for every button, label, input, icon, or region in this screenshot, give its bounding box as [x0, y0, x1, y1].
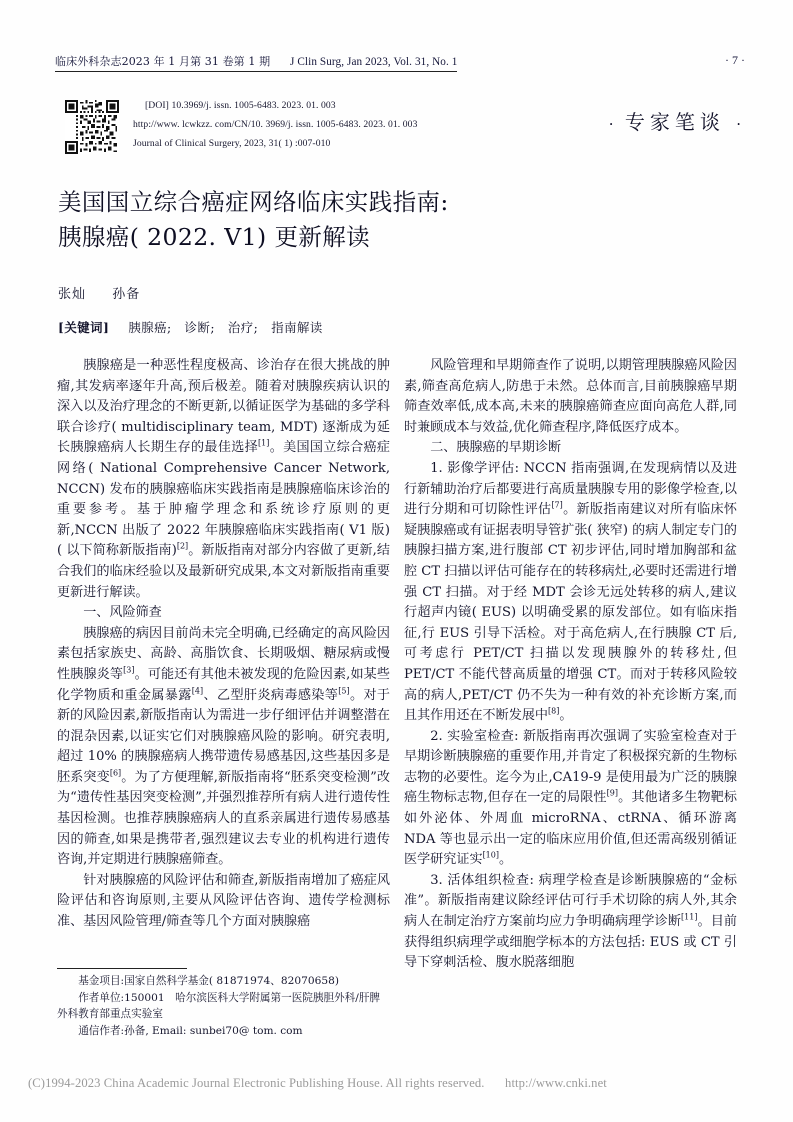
- article-title: [58, 185, 678, 255]
- funding-note: 基金项目:国家自然科学基金( 81871974、82070658): [78, 975, 339, 987]
- body-column-left: [57, 356, 390, 933]
- column-tag-text: 专家笔谈: [624, 110, 725, 134]
- author-2: 孙备: [112, 287, 141, 302]
- keywords-label: [关键词]: [58, 320, 110, 335]
- article-title-line-2: 胰腺癌( 2022. V1) 更新解读: [58, 223, 371, 251]
- section-heading: 二、胰腺癌的早期诊断: [430, 440, 562, 456]
- affiliation-note-line-2: 外科教育部重点实验室: [57, 1008, 163, 1020]
- doi-block: [133, 96, 533, 153]
- paragraph: 1. 影像学评估: NCCN 指南强调,在发现病情以及进行新辅助治疗后都要进行高质量胰腺专用的影像学检查,以进行分期和可切除性评估[7]。新版指南建议对所有临床怀疑胰腺癌或有证据表明导管扩张( 狭窄) 的病人制定专门的胰腺扫描方案,进行腹部 CT 初步评估,同时增加胸部和盆腔 CT 扫描以评估可能存在的转移病灶,必要时还需进行增强 CT 扫描。对于经 MDT 会诊无远处转移的病人,建议行超声内镜( EUS) 以明确受累的原发部位。如有临床指征,行 EUS 引导下活检。对于高危病人,在行胰腺 CT 后,可考虑行 PET/CT 扫描以发现胰腺外的转移灶,但 PET/CT 不能代替高质量的增强 CT。而对于转移风险较高的病人,PET/CT 仍不失为一种有效的补充诊断方案,而且其作用还在不断发展中[8]。: [404, 460, 738, 724]
- section-heading: 一、风险筛查: [83, 605, 162, 621]
- doi-line: [DOI] 10.3969/j. issn. 1005-6483. 2023. 01. 003: [145, 100, 336, 111]
- running-head-en: J Clin Surg, Jan 2023, Vol. 31, No. 1: [289, 56, 458, 68]
- masthead: [55, 96, 745, 158]
- journal-url-line[interactable]: http://www. lcwkzz. com/CN/10. 3969/j. issn. 1005-6483. 2023. 01. 003: [133, 119, 418, 130]
- body-column-right: [404, 356, 737, 974]
- citation-line: Journal of Clinical Surgery, 2023, 31( 1) :007-010: [133, 138, 331, 149]
- footnote-block: [57, 968, 390, 1039]
- paragraph: 针对胰腺癌的风险评估和筛查,新版指南增加了癌症风险评估和咨询原则,主要从风险评估咨询、遗传学检测标准、基因风险管理/筛查等几个方面对胰腺癌: [57, 872, 390, 930]
- article-title-line-1: 美国国立综合癌症网络临床实践指南:: [58, 188, 449, 216]
- paragraph: 3. 活体组织检查: 病理学检查是诊断胰腺癌的“金标准”。新版指南建议除经评估可行手术切除的病人外,其余病人在制定治疗方案前均应力争明确病理学诊断[11]。目前获得组织病理学或细胞学标本的方法包括: EUS 或 CT 引导下穿刺活检、腹水脱落细胞: [404, 872, 738, 971]
- column-tag-dot-right: ·: [736, 115, 741, 133]
- running-head-cn: 临床外科杂志2023 年 1 月第 31 卷第 1 期: [55, 55, 271, 68]
- affiliation-note-line-1: 作者单位:150001 哈尔滨医科大学附属第一医院胰胆外科/肝脾: [78, 991, 381, 1004]
- page-number: · 7 ·: [725, 53, 745, 67]
- copyright-watermark: [28, 1076, 768, 1091]
- qr-code-icon[interactable]: [65, 100, 119, 154]
- copyright-text: (C)1994-2023 China Academic Journal Electronic Publishing House. All rights reserved.: [28, 1076, 485, 1090]
- corresponding-author-note: 通信作者:孙备, Email: sunbei70@ tom. com: [78, 1024, 303, 1037]
- column-tag-dot-left: ·: [608, 115, 614, 133]
- author-list: [58, 283, 140, 302]
- paragraph: 2. 实验室检查: 新版指南再次强调了实验室检查对于早期诊断胰腺癌的重要作用,并肯定了积极探究新的生物标志物的必要性。迄今为止,CA19-9 是使用最为广泛的胰腺癌生物标志物,但存在一定的局限性[9]。其他诸多生物靶标如外泌体、外周血 microRNA、ctRNA、循环游离 NDA 等也显示出一定的临床应用价值,但还需高级别循证医学研究证实[10]。: [404, 728, 737, 868]
- footnote-divider: [57, 968, 187, 969]
- keywords-value: 胰腺癌; 诊断; 治疗; 指南解读: [128, 320, 323, 335]
- paragraph: 风险管理和早期筛查作了说明,以期管理胰腺癌风险因素,筛查高危病人,防患于未然。总体而言,目前胰腺癌早期筛查效率低,成本高,未来的胰腺癌筛查应面向高危人群,同时兼顾成本与效益,优化筛查程序,降低医疗成本。: [404, 358, 737, 435]
- running-head-left: [55, 53, 457, 72]
- author-1: 张灿: [58, 287, 87, 302]
- running-head: [55, 53, 745, 75]
- paragraph: 胰腺癌是一种恶性程度极高、诊治存在很大挑战的肿瘤,其发病率逐年升高,预后极差。随着对胰腺疾病认识的深入以及治疗理念的不断更新,以循证医学为基础的多学科联合诊疗( multidisciplinary team, MDT) 逐渐成为延长胰腺癌病人长期生存的最佳选择[1]。美国国立综合癌症网络( National Comprehensive Cancer Network, NCCN) 发布的胰腺癌临床实践指南是胰腺癌临床诊治的重要参考。基于肿瘤学理念和系统诊疗原则的更新,NCCN 出版了 2022 年胰腺癌临床实践指南( V1 版) ( 以下简称新版指南)[2]。新版指南对部分内容做了更新,结合我们的临床经验以及最新研究成果,本文对新版指南重要更新进行解读。: [57, 358, 391, 600]
- column-section-tag: [609, 106, 741, 135]
- paragraph: 胰腺癌的病因目前尚未完全明确,已经确定的高风险因素包括家族史、高龄、高脂饮食、长期吸烟、糖尿病或慢性胰腺炎等[3]。可能还有其他未被发现的危险因素,如某些化学物质和重金属暴露[4]、乙型肝炎病毒感染等[5]。对于新的风险因素,新版指南认为需进一步仔细评估并调整潜在的混杂因素,以证实它们对胰腺癌风险的影响。研究表明,超过 10% 的胰腺癌病人携带遗传易感基因,这些基因多是胚系突变[6]。为了方便理解,新版指南将“胚系突变检测”改为“遗传性基因突变检测”,并强烈推荐所有病人进行遗传性基因检测。也推荐胰腺癌病人的直系亲属进行遗传易感基因的筛查,如果是携带者,强烈建议去专业的机构进行遗传咨询,并定期进行胰腺癌筛查。: [57, 625, 391, 868]
- copyright-url: http://www.cnki.net: [505, 1076, 607, 1090]
- keywords: [58, 318, 323, 336]
